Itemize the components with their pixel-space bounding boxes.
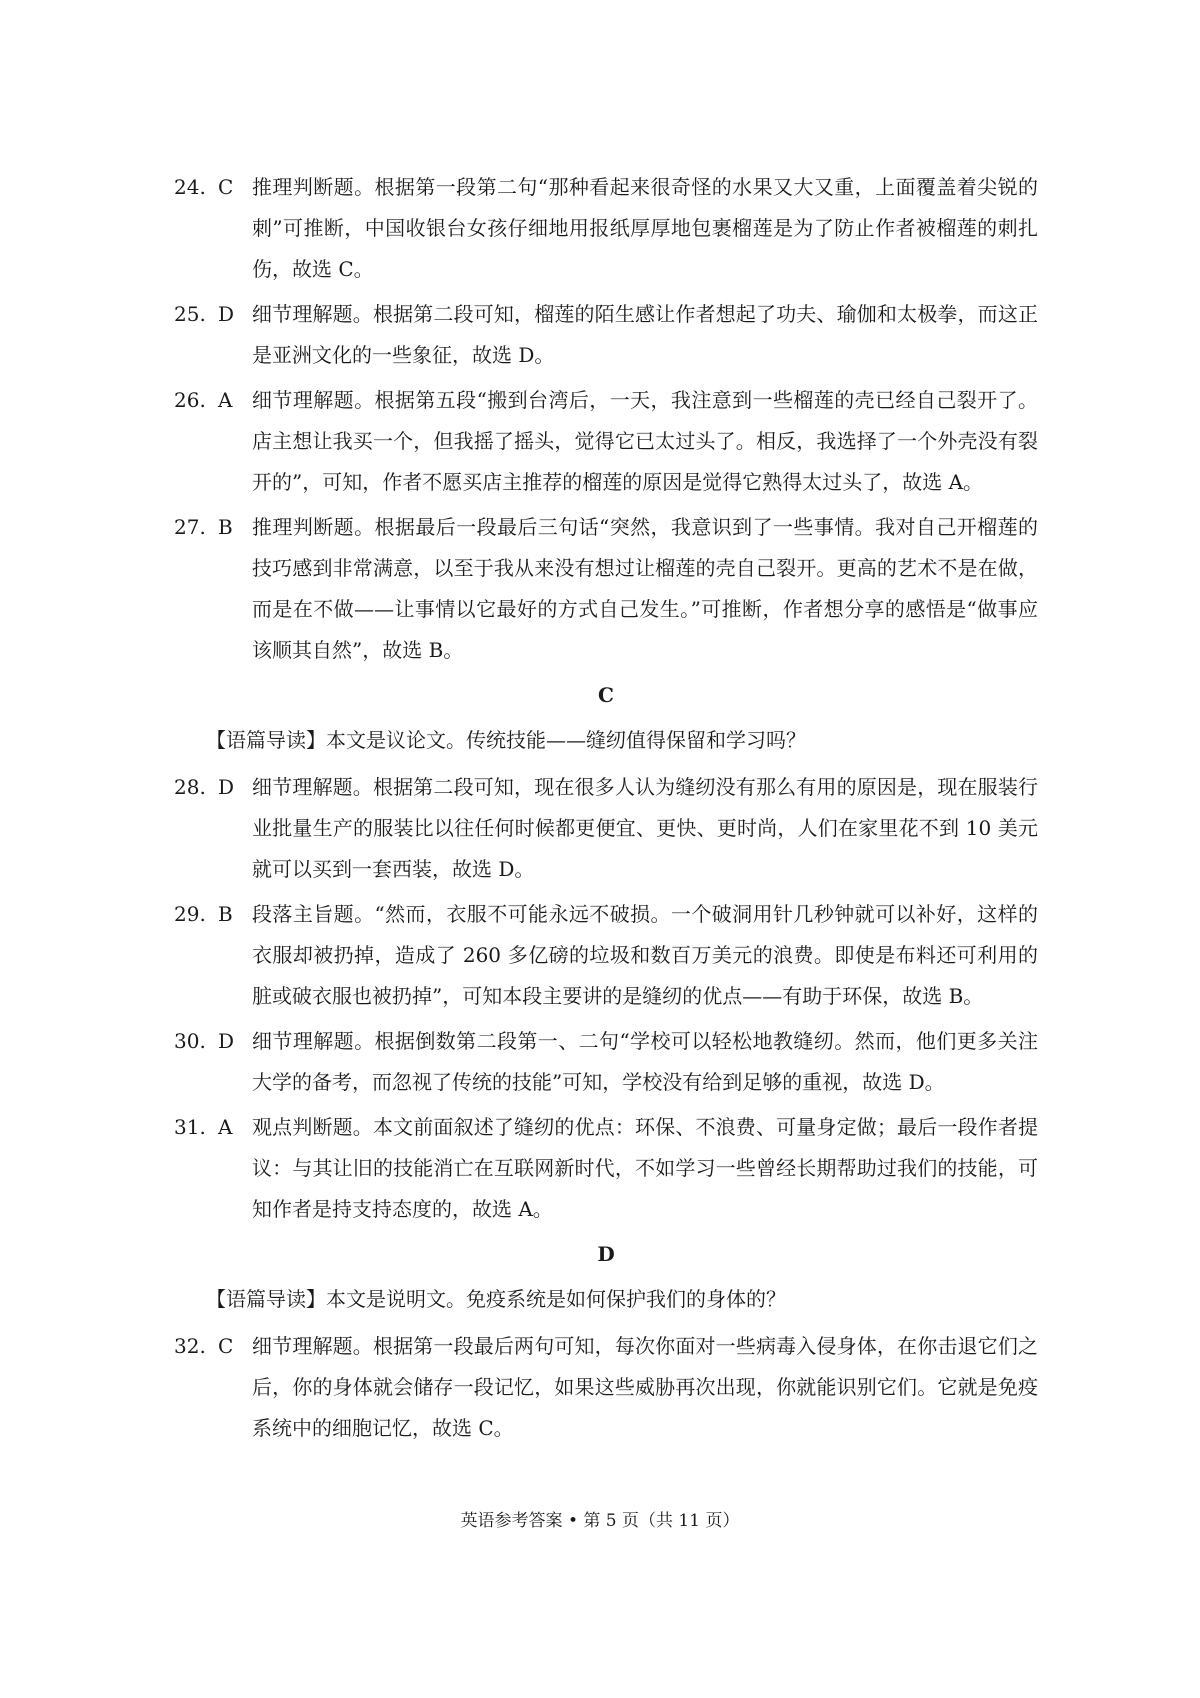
question-number: 27. <box>174 515 206 539</box>
answer-letter: C <box>218 1334 234 1358</box>
answer-item-28 <box>174 767 1038 890</box>
question-number: 29. <box>174 902 206 926</box>
question-number: 25. <box>174 302 206 326</box>
question-number: 32. <box>174 1334 206 1358</box>
question-number: 28. <box>174 775 206 799</box>
answer-item-25 <box>174 294 1038 376</box>
answer-letter: D <box>218 775 235 799</box>
explanation-text: 推理判断题。根据第一段第二句“那种看起来很奇怪的水果又大又重，上面覆盖着尖锐的刺”可推断，中国收银台女孩仔细地用报纸厚厚地包裹榴莲是为了防止作者被榴莲的刺扎伤，故选 C。 <box>252 175 1038 281</box>
explanation-text: 观点判断题。本文前面叙述了缝纫的优点：环保、不浪费、可量身定做；最后一段作者提议：与其让旧的技能消亡在互联网新时代，不如学习一些曾经长期帮助过我们的技能，可知作者是持支持态度的，故选 A。 <box>252 1115 1038 1221</box>
reading-guide-d <box>174 1279 1038 1320</box>
answer-letter: A <box>218 388 233 412</box>
explanation-text: 推理判断题。根据最后一段最后三句话“突然，我意识到了一些事情。我对自己开榴莲的技巧感到非常满意，以至于我从来没有想过让榴莲的壳自己裂开。更高的艺术不是在做，而是在不做——让事情以它最好的方式自己发生。”可推断，作者想分享的感悟是“做事应该顺其自然”，故选 B。 <box>252 515 1038 662</box>
answer-content <box>174 167 1038 1453</box>
answer-letter: C <box>218 175 234 199</box>
answer-item-32 <box>174 1326 1038 1449</box>
answer-item-27 <box>174 507 1038 671</box>
answer-item-30 <box>174 1021 1038 1103</box>
reading-guide-c <box>174 720 1038 761</box>
section-heading-d: D <box>597 1242 615 1266</box>
answer-item-31 <box>174 1107 1038 1230</box>
answer-item-29 <box>174 894 1038 1017</box>
explanation-text: 段落主旨题。“然而，衣服不可能永远不破损。一个破洞用针几秒钟就可以补好，这样的衣服却被扔掉，造成了 260 多亿磅的垃圾和数百万美元的浪费。即使是布料还可利用的脏或破衣服也被扔掉”，可知本段主要讲的是缝纫的优点——有助于环保，故选 B。 <box>252 902 1038 1008</box>
answer-item-26 <box>174 380 1038 503</box>
question-number: 30. <box>174 1029 206 1053</box>
answer-item-24 <box>174 167 1038 290</box>
explanation-text: 细节理解题。根据倒数第二段第一、二句“学校可以轻松地教缝纫。然而，他们更多关注大学的备考，而忽视了传统的技能”可知，学校没有给到足够的重视，故选 D。 <box>252 1029 1038 1094</box>
page-footer: 英语参考答案 • 第 5 页（共 11 页） <box>460 1511 740 1531</box>
guide-tag: 【语篇导读】 <box>206 1287 326 1311</box>
answer-letter: D <box>218 1029 235 1053</box>
answer-letter: D <box>218 302 235 326</box>
explanation-text: 细节理解题。根据第二段可知，现在很多人认为缝纫没有那么有用的原因是，现在服装行业批量生产的服装比以往任何时候都更便宜、更快、更时尚，人们在家里花不到 10 美元就可以买到一套西装，故选 D。 <box>252 775 1038 881</box>
explanation-text: 细节理解题。根据第五段“搬到台湾后，一天，我注意到一些榴莲的壳已经自己裂开了。店主想让我买一个，但我摇了摇头，觉得它已太过头了。相反，我选择了一个外壳没有裂开的”，可知，作者不愿买店主推荐的榴莲的原因是觉得它熟得太过头了，故选 A。 <box>252 388 1038 494</box>
guide-text: 本文是议论文。传统技能——缝纫值得保留和学习吗？ <box>326 728 806 752</box>
explanation-text: 细节理解题。根据第一段最后两句可知，每次你面对一些病毒入侵身体，在你击退它们之后，你的身体就会储存一段记忆，如果这些威胁再次出现，你就能识别它们。它就是免疫系统中的细胞记忆，故选 C。 <box>252 1334 1038 1440</box>
guide-text: 本文是说明文。免疫系统是如何保护我们的身体的？ <box>326 1287 786 1311</box>
answer-letter: B <box>218 515 233 539</box>
guide-tag: 【语篇导读】 <box>206 728 326 752</box>
answer-letter: A <box>218 1115 233 1139</box>
explanation-text: 细节理解题。根据第二段可知，榴莲的陌生感让作者想起了功夫、瑜伽和太极拳，而这正是亚洲文化的一些象征，故选 D。 <box>252 302 1038 367</box>
question-number: 24. <box>174 175 206 199</box>
question-number: 26. <box>174 388 206 412</box>
section-heading-c: C <box>598 683 614 707</box>
answer-letter: B <box>218 902 233 926</box>
question-number: 31. <box>174 1115 206 1139</box>
